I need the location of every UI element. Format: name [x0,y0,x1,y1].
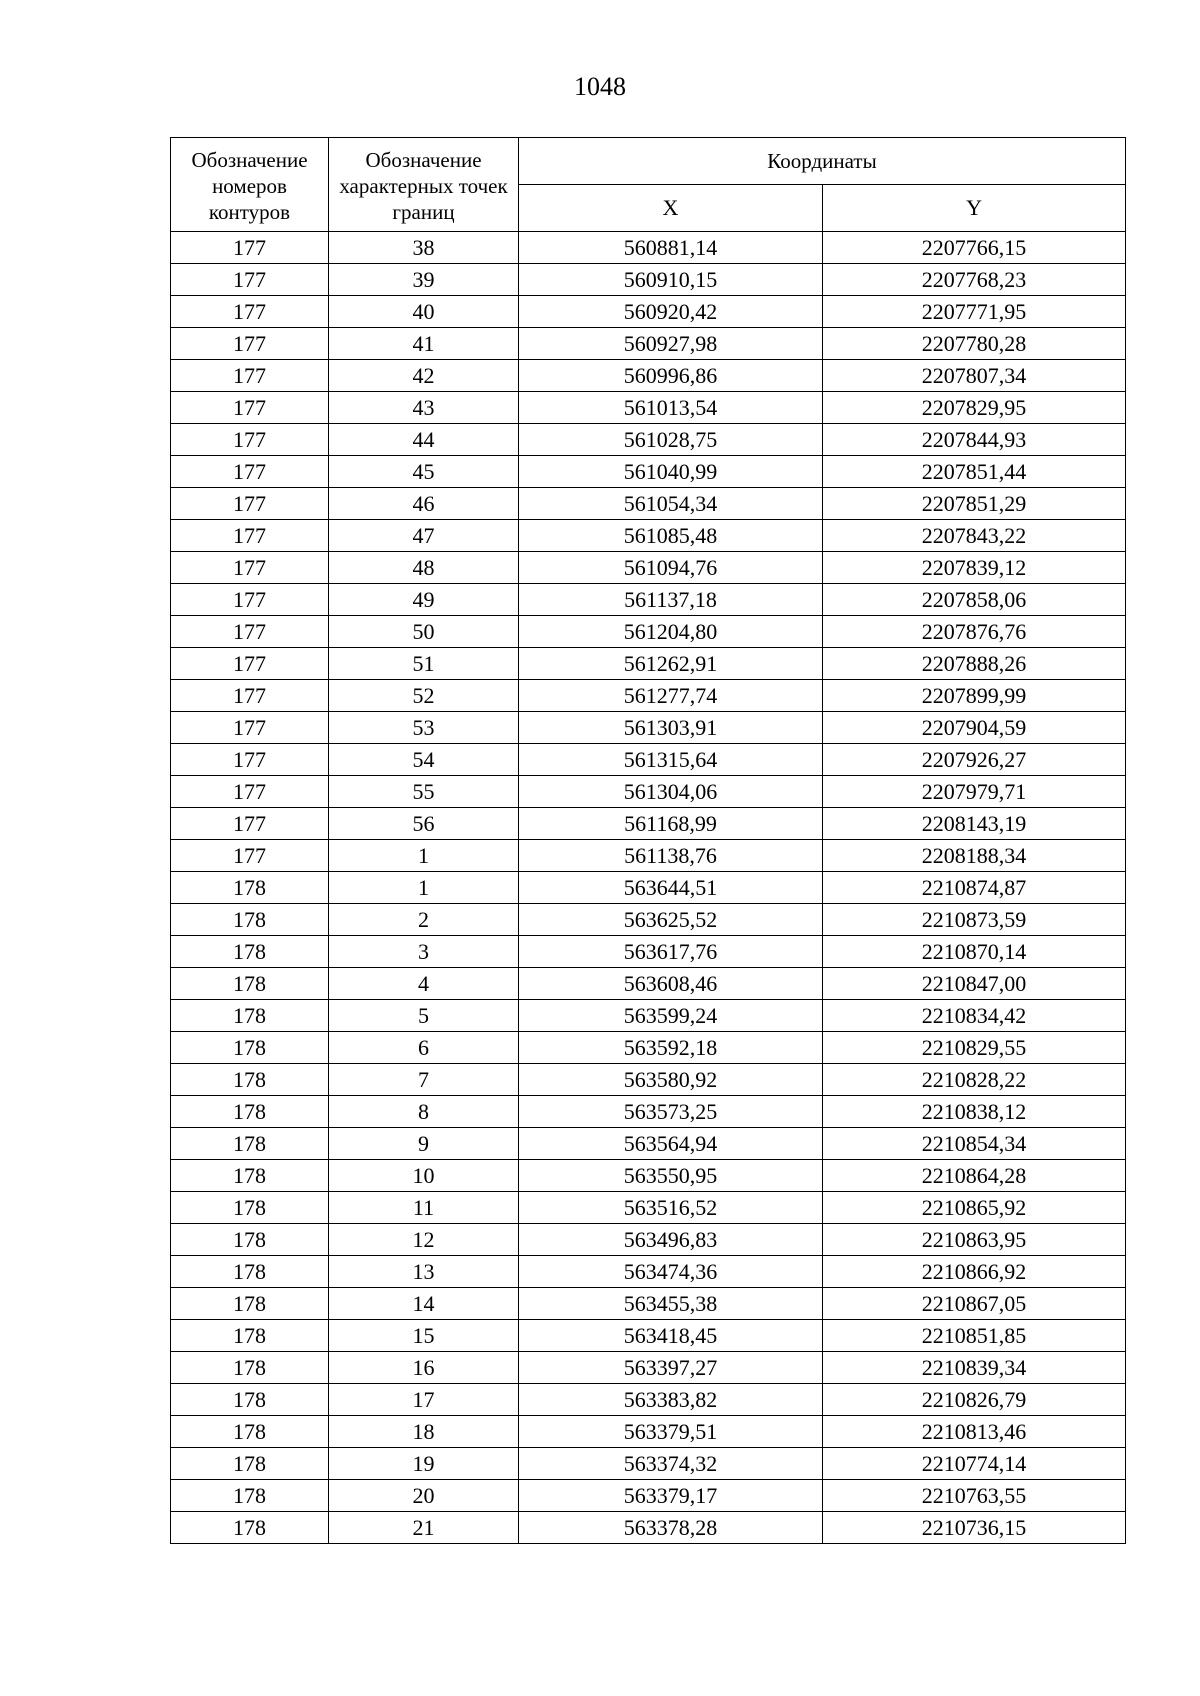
x-coordinate-cell: 563573,25 [519,1096,823,1128]
x-coordinate-cell: 563496,83 [519,1224,823,1256]
contour-number-cell: 178 [171,1448,329,1480]
point-number-cell: 8 [329,1096,519,1128]
table-row [171,904,1126,936]
x-coordinate-cell: 563550,95 [519,1160,823,1192]
y-coordinate-cell: 2210763,55 [823,1480,1126,1512]
table-row [171,328,1126,360]
table-row [171,392,1126,424]
x-coordinate-cell: 563564,94 [519,1128,823,1160]
table-row [171,360,1126,392]
y-coordinate-cell: 2210867,05 [823,1288,1126,1320]
y-coordinate-cell: 2207904,59 [823,712,1126,744]
table-row [171,712,1126,744]
contour-number-cell: 177 [171,744,329,776]
point-number-cell: 49 [329,584,519,616]
x-coordinate-cell: 560920,42 [519,296,823,328]
x-coordinate-cell: 561262,91 [519,648,823,680]
table-row [171,1448,1126,1480]
point-number-cell: 14 [329,1288,519,1320]
y-coordinate-cell: 2207766,15 [823,232,1126,264]
contour-number-cell: 178 [171,1256,329,1288]
table-row [171,296,1126,328]
header-y: Y [823,185,1126,232]
y-coordinate-cell: 2210828,22 [823,1064,1126,1096]
y-coordinate-cell: 2210870,14 [823,936,1126,968]
x-coordinate-cell: 561028,75 [519,424,823,456]
table-row [171,520,1126,552]
x-coordinate-cell: 561054,34 [519,488,823,520]
table-row [171,616,1126,648]
point-number-cell: 56 [329,808,519,840]
x-coordinate-cell: 563383,82 [519,1384,823,1416]
contour-number-cell: 177 [171,392,329,424]
contour-number-cell: 178 [171,1000,329,1032]
table-row [171,552,1126,584]
contour-number-cell: 177 [171,808,329,840]
contour-number-cell: 177 [171,360,329,392]
point-number-cell: 42 [329,360,519,392]
contour-number-cell: 177 [171,616,329,648]
contour-number-cell: 178 [171,904,329,936]
point-number-cell: 41 [329,328,519,360]
x-coordinate-cell: 563379,17 [519,1480,823,1512]
table-row [171,808,1126,840]
contour-number-cell: 177 [171,712,329,744]
y-coordinate-cell: 2207780,28 [823,328,1126,360]
table-row [171,968,1126,1000]
x-coordinate-cell: 563608,46 [519,968,823,1000]
point-number-cell: 5 [329,1000,519,1032]
point-number-cell: 1 [329,872,519,904]
point-number-cell: 40 [329,296,519,328]
y-coordinate-cell: 2207851,29 [823,488,1126,520]
contour-number-cell: 178 [171,1096,329,1128]
y-coordinate-cell: 2207844,93 [823,424,1126,456]
contour-number-cell: 177 [171,680,329,712]
point-number-cell: 47 [329,520,519,552]
header-coordinates: Координаты [519,138,1126,185]
contour-number-cell: 178 [171,1032,329,1064]
y-coordinate-cell: 2210874,87 [823,872,1126,904]
coordinates-table [170,137,1126,1544]
header-contour-number: Обозначение номеров контуров [171,138,329,232]
point-number-cell: 16 [329,1352,519,1384]
point-number-cell: 7 [329,1064,519,1096]
x-coordinate-cell: 561168,99 [519,808,823,840]
contour-number-cell: 178 [171,1352,329,1384]
table-row [171,1224,1126,1256]
contour-number-cell: 177 [171,648,329,680]
y-coordinate-cell: 2210866,92 [823,1256,1126,1288]
table-row [171,424,1126,456]
x-coordinate-cell: 561013,54 [519,392,823,424]
table-row [171,1352,1126,1384]
point-number-cell: 20 [329,1480,519,1512]
x-coordinate-cell: 563374,32 [519,1448,823,1480]
x-coordinate-cell: 561137,18 [519,584,823,616]
table-row [171,1096,1126,1128]
x-coordinate-cell: 561315,64 [519,744,823,776]
contour-number-cell: 178 [171,1416,329,1448]
y-coordinate-cell: 2210834,42 [823,1000,1126,1032]
y-coordinate-cell: 2207843,22 [823,520,1126,552]
table-row [171,264,1126,296]
contour-number-cell: 177 [171,520,329,552]
point-number-cell: 38 [329,232,519,264]
y-coordinate-cell: 2210864,28 [823,1160,1126,1192]
y-coordinate-cell: 2210839,34 [823,1352,1126,1384]
x-coordinate-cell: 563418,45 [519,1320,823,1352]
point-number-cell: 48 [329,552,519,584]
table-row [171,1256,1126,1288]
table-row [171,1512,1126,1544]
y-coordinate-cell: 2210813,46 [823,1416,1126,1448]
contour-number-cell: 177 [171,328,329,360]
point-number-cell: 18 [329,1416,519,1448]
point-number-cell: 54 [329,744,519,776]
x-coordinate-cell: 561303,91 [519,712,823,744]
point-number-cell: 52 [329,680,519,712]
contour-number-cell: 178 [171,1128,329,1160]
y-coordinate-cell: 2210854,34 [823,1128,1126,1160]
table-row [171,488,1126,520]
table-row [171,1032,1126,1064]
page-number: 1048 [574,72,626,101]
contour-number-cell: 178 [171,1064,329,1096]
y-coordinate-cell: 2210736,15 [823,1512,1126,1544]
x-coordinate-cell: 563644,51 [519,872,823,904]
x-coordinate-cell: 561085,48 [519,520,823,552]
point-number-cell: 15 [329,1320,519,1352]
table-row [171,648,1126,680]
contour-number-cell: 177 [171,264,329,296]
contour-number-cell: 178 [171,1224,329,1256]
table-row [171,1288,1126,1320]
contour-number-cell: 178 [171,936,329,968]
y-coordinate-cell: 2210865,92 [823,1192,1126,1224]
table-row [171,1416,1126,1448]
x-coordinate-cell: 563455,38 [519,1288,823,1320]
table-row [171,1480,1126,1512]
table-body [171,232,1126,1544]
contour-number-cell: 178 [171,1288,329,1320]
y-coordinate-cell: 2207839,12 [823,552,1126,584]
contour-number-cell: 178 [171,1160,329,1192]
y-coordinate-cell: 2207979,71 [823,776,1126,808]
y-coordinate-cell: 2207829,95 [823,392,1126,424]
contour-number-cell: 178 [171,1384,329,1416]
table-row [171,232,1126,264]
x-coordinate-cell: 560996,86 [519,360,823,392]
point-number-cell: 50 [329,616,519,648]
point-number-cell: 11 [329,1192,519,1224]
x-coordinate-cell: 563379,51 [519,1416,823,1448]
x-coordinate-cell: 560910,15 [519,264,823,296]
contour-number-cell: 178 [171,1480,329,1512]
table-row [171,840,1126,872]
contour-number-cell: 178 [171,1512,329,1544]
y-coordinate-cell: 2210829,55 [823,1032,1126,1064]
point-number-cell: 10 [329,1160,519,1192]
contour-number-cell: 177 [171,840,329,872]
y-coordinate-cell: 2207888,26 [823,648,1126,680]
table-row [171,744,1126,776]
table-row [171,456,1126,488]
point-number-cell: 45 [329,456,519,488]
header-boundary-point: Обозначение характерных точек границ [329,138,519,232]
y-coordinate-cell: 2207807,34 [823,360,1126,392]
point-number-cell: 43 [329,392,519,424]
x-coordinate-cell: 561277,74 [519,680,823,712]
point-number-cell: 1 [329,840,519,872]
contour-number-cell: 178 [171,968,329,1000]
x-coordinate-cell: 561204,80 [519,616,823,648]
table-row [171,1128,1126,1160]
y-coordinate-cell: 2207926,27 [823,744,1126,776]
contour-number-cell: 177 [171,456,329,488]
y-coordinate-cell: 2210774,14 [823,1448,1126,1480]
contour-number-cell: 177 [171,232,329,264]
x-coordinate-cell: 561304,06 [519,776,823,808]
point-number-cell: 9 [329,1128,519,1160]
table-header [171,138,1126,232]
point-number-cell: 6 [329,1032,519,1064]
x-coordinate-cell: 561138,76 [519,840,823,872]
point-number-cell: 44 [329,424,519,456]
y-coordinate-cell: 2207858,06 [823,584,1126,616]
table-row [171,1192,1126,1224]
contour-number-cell: 177 [171,584,329,616]
contour-number-cell: 178 [171,1192,329,1224]
header-x: X [519,185,823,232]
point-number-cell: 3 [329,936,519,968]
contour-number-cell: 177 [171,488,329,520]
table-row [171,1320,1126,1352]
contour-number-cell: 177 [171,296,329,328]
table-row [171,1384,1126,1416]
y-coordinate-cell: 2207876,76 [823,616,1126,648]
point-number-cell: 46 [329,488,519,520]
x-coordinate-cell: 563580,92 [519,1064,823,1096]
table-row [171,936,1126,968]
table-row [171,1064,1126,1096]
y-coordinate-cell: 2210826,79 [823,1384,1126,1416]
y-coordinate-cell: 2207768,23 [823,264,1126,296]
x-coordinate-cell: 563592,18 [519,1032,823,1064]
contour-number-cell: 178 [171,872,329,904]
contour-number-cell: 178 [171,1320,329,1352]
y-coordinate-cell: 2210873,59 [823,904,1126,936]
x-coordinate-cell: 563617,76 [519,936,823,968]
x-coordinate-cell: 563378,28 [519,1512,823,1544]
point-number-cell: 51 [329,648,519,680]
y-coordinate-cell: 2210851,85 [823,1320,1126,1352]
point-number-cell: 39 [329,264,519,296]
point-number-cell: 21 [329,1512,519,1544]
table-row [171,584,1126,616]
point-number-cell: 55 [329,776,519,808]
point-number-cell: 4 [329,968,519,1000]
table-row [171,776,1126,808]
x-coordinate-cell: 561094,76 [519,552,823,584]
y-coordinate-cell: 2207851,44 [823,456,1126,488]
contour-number-cell: 177 [171,552,329,584]
point-number-cell: 2 [329,904,519,936]
point-number-cell: 12 [329,1224,519,1256]
y-coordinate-cell: 2208143,19 [823,808,1126,840]
table-row [171,680,1126,712]
y-coordinate-cell: 2207899,99 [823,680,1126,712]
table-row [171,1000,1126,1032]
y-coordinate-cell: 2207771,95 [823,296,1126,328]
contour-number-cell: 177 [171,776,329,808]
table-row [171,872,1126,904]
y-coordinate-cell: 2210863,95 [823,1224,1126,1256]
y-coordinate-cell: 2210838,12 [823,1096,1126,1128]
x-coordinate-cell: 563625,52 [519,904,823,936]
x-coordinate-cell: 563397,27 [519,1352,823,1384]
x-coordinate-cell: 563474,36 [519,1256,823,1288]
contour-number-cell: 177 [171,424,329,456]
point-number-cell: 17 [329,1384,519,1416]
table-row [171,1160,1126,1192]
point-number-cell: 13 [329,1256,519,1288]
y-coordinate-cell: 2208188,34 [823,840,1126,872]
point-number-cell: 19 [329,1448,519,1480]
x-coordinate-cell: 560927,98 [519,328,823,360]
x-coordinate-cell: 561040,99 [519,456,823,488]
x-coordinate-cell: 563516,52 [519,1192,823,1224]
x-coordinate-cell: 560881,14 [519,232,823,264]
y-coordinate-cell: 2210847,00 [823,968,1126,1000]
x-coordinate-cell: 563599,24 [519,1000,823,1032]
point-number-cell: 53 [329,712,519,744]
